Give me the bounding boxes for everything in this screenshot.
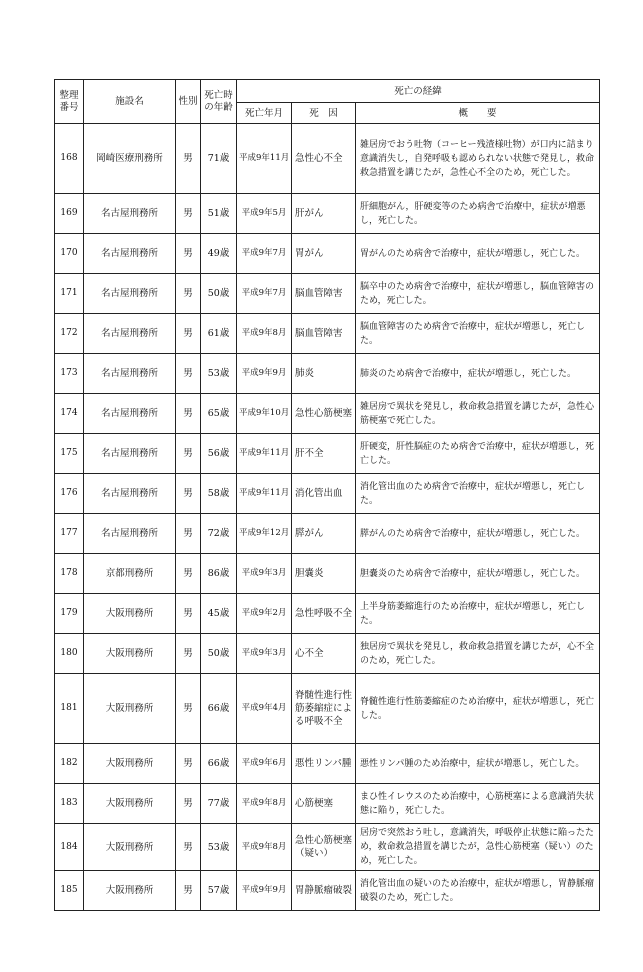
cell-summary: 悪性リンパ腫のため治療中，症状が増悪し，死亡した。 bbox=[356, 744, 600, 784]
cell-age: 53歳 bbox=[201, 354, 237, 394]
cell-facility: 名古屋刑務所 bbox=[84, 514, 176, 554]
cell-date: 平成9年6月 bbox=[237, 744, 292, 784]
cell-date: 平成9年4月 bbox=[237, 674, 292, 744]
cell-summary: 雑居房で異状を発見し，救命救急措置を講じたが，急性心筋梗塞で死亡した。 bbox=[356, 394, 600, 434]
header-circumstances: 死亡の経緯 bbox=[237, 80, 600, 103]
cell-date: 平成9年8月 bbox=[237, 824, 292, 871]
table-row bbox=[55, 634, 600, 674]
header-summary: 概 要 bbox=[356, 103, 600, 124]
cell-summary: 消化管出血のため病舎で治療中，症状が増悪し，死亡した。 bbox=[356, 474, 600, 514]
cell-facility: 大阪刑務所 bbox=[84, 784, 176, 824]
cell-no: 175 bbox=[55, 434, 84, 474]
table-row bbox=[55, 744, 600, 784]
cell-facility: 大阪刑務所 bbox=[84, 634, 176, 674]
cell-date: 平成9年11月 bbox=[237, 474, 292, 514]
cell-age: 51歳 bbox=[201, 194, 237, 234]
cell-age: 65歳 bbox=[201, 394, 237, 434]
table-row bbox=[55, 194, 600, 234]
cell-summary: まひ性イレウスのため治療中，心筋梗塞による意識消失状態に陥り，死亡した。 bbox=[356, 784, 600, 824]
cell-sex: 男 bbox=[176, 394, 201, 434]
cell-age: 49歳 bbox=[201, 234, 237, 274]
cell-cause: 脊髄性進行性筋萎縮症による呼吸不全 bbox=[292, 674, 356, 744]
cell-age: 77歳 bbox=[201, 784, 237, 824]
cell-facility: 大阪刑務所 bbox=[84, 871, 176, 911]
table-row bbox=[55, 274, 600, 314]
cell-sex: 男 bbox=[176, 554, 201, 594]
cell-age: 86歳 bbox=[201, 554, 237, 594]
cell-no: 176 bbox=[55, 474, 84, 514]
cell-no: 180 bbox=[55, 634, 84, 674]
cell-cause: 肺炎 bbox=[292, 354, 356, 394]
cell-age: 53歳 bbox=[201, 824, 237, 871]
table-row bbox=[55, 474, 600, 514]
cell-no: 179 bbox=[55, 594, 84, 634]
cell-no: 169 bbox=[55, 194, 84, 234]
cell-date: 平成9年9月 bbox=[237, 354, 292, 394]
cell-sex: 男 bbox=[176, 274, 201, 314]
cell-summary: 居房で突然おう吐し，意識消失，呼吸停止状態に陥ったため，救命救急措置を講じたが，急性心筋梗塞（疑い）のため，死亡した。 bbox=[356, 824, 600, 871]
cell-facility: 名古屋刑務所 bbox=[84, 274, 176, 314]
cell-no: 168 bbox=[55, 124, 84, 194]
table-row bbox=[55, 594, 600, 634]
cell-age: 72歳 bbox=[201, 514, 237, 554]
cell-cause: 悪性リンパ腫 bbox=[292, 744, 356, 784]
cell-date: 平成9年8月 bbox=[237, 314, 292, 354]
cell-date: 平成9年3月 bbox=[237, 554, 292, 594]
cell-summary: 雑居房でおう吐物（コーヒー残渣様吐物）が口内に詰まり意識消失し，自発呼吸も認められない状態で発見し，救命救急措置を講じたが，急性心不全のため，死亡した。 bbox=[356, 124, 600, 194]
cell-sex: 男 bbox=[176, 784, 201, 824]
cell-cause: 急性心不全 bbox=[292, 124, 356, 194]
cell-facility: 大阪刑務所 bbox=[84, 744, 176, 784]
cell-facility: 名古屋刑務所 bbox=[84, 354, 176, 394]
cell-summary: 胆嚢炎のため病舎で治療中，症状が増悪し，死亡した。 bbox=[356, 554, 600, 594]
cell-facility: 名古屋刑務所 bbox=[84, 434, 176, 474]
cell-sex: 男 bbox=[176, 354, 201, 394]
cell-facility: 大阪刑務所 bbox=[84, 674, 176, 744]
cell-cause: 脳血管障害 bbox=[292, 274, 356, 314]
cell-summary: 膵がんのため病舎で治療中，症状が増悪し，死亡した。 bbox=[356, 514, 600, 554]
cell-sex: 男 bbox=[176, 824, 201, 871]
header-sex: 性別 bbox=[176, 80, 201, 124]
cell-date: 平成9年11月 bbox=[237, 124, 292, 194]
cell-cause: 胆嚢炎 bbox=[292, 554, 356, 594]
table-body bbox=[55, 124, 600, 911]
cell-sex: 男 bbox=[176, 474, 201, 514]
cell-summary: 脳卒中のため病舎で治療中，症状が増悪し，脳血管障害のため，死亡した。 bbox=[356, 274, 600, 314]
cell-date: 平成9年3月 bbox=[237, 634, 292, 674]
cell-cause: 肝がん bbox=[292, 194, 356, 234]
table-row bbox=[55, 824, 600, 871]
cell-facility: 名古屋刑務所 bbox=[84, 194, 176, 234]
cell-age: 56歳 bbox=[201, 434, 237, 474]
cell-sex: 男 bbox=[176, 434, 201, 474]
table-row bbox=[55, 434, 600, 474]
cell-date: 平成9年5月 bbox=[237, 194, 292, 234]
cell-summary: 独居房で異状を発見し，救命救急措置を講じたが，心不全のため，死亡した。 bbox=[356, 634, 600, 674]
cell-no: 174 bbox=[55, 394, 84, 434]
cell-no: 181 bbox=[55, 674, 84, 744]
cell-facility: 大阪刑務所 bbox=[84, 594, 176, 634]
cell-age: 71歳 bbox=[201, 124, 237, 194]
cell-facility: 大阪刑務所 bbox=[84, 824, 176, 871]
cell-age: 45歳 bbox=[201, 594, 237, 634]
cell-no: 171 bbox=[55, 274, 84, 314]
cell-no: 173 bbox=[55, 354, 84, 394]
cell-age: 66歳 bbox=[201, 744, 237, 784]
cell-summary: 肝硬変，肝性脳症のため病舎で治療中，症状が増悪し，死亡した。 bbox=[356, 434, 600, 474]
cell-sex: 男 bbox=[176, 871, 201, 911]
cell-sex: 男 bbox=[176, 594, 201, 634]
cell-no: 172 bbox=[55, 314, 84, 354]
cell-sex: 男 bbox=[176, 314, 201, 354]
cell-date: 平成9年7月 bbox=[237, 234, 292, 274]
cell-cause: 心筋梗塞 bbox=[292, 784, 356, 824]
cell-date: 平成9年8月 bbox=[237, 784, 292, 824]
cell-age: 50歳 bbox=[201, 634, 237, 674]
cell-sex: 男 bbox=[176, 194, 201, 234]
cell-facility: 京都刑務所 bbox=[84, 554, 176, 594]
cell-no: 185 bbox=[55, 871, 84, 911]
cell-facility: 名古屋刑務所 bbox=[84, 394, 176, 434]
cell-sex: 男 bbox=[176, 514, 201, 554]
header-no: 整理番号 bbox=[55, 80, 84, 124]
table-row bbox=[55, 354, 600, 394]
cell-age: 50歳 bbox=[201, 274, 237, 314]
cell-cause: 心不全 bbox=[292, 634, 356, 674]
cell-cause: 胃静脈瘤破裂 bbox=[292, 871, 356, 911]
cell-summary: 上半身筋萎縮進行のため治療中，症状が増悪し，死亡した。 bbox=[356, 594, 600, 634]
cell-age: 61歳 bbox=[201, 314, 237, 354]
cell-no: 184 bbox=[55, 824, 84, 871]
cell-facility: 名古屋刑務所 bbox=[84, 474, 176, 514]
table-row bbox=[55, 674, 600, 744]
cell-sex: 男 bbox=[176, 234, 201, 274]
cell-summary: 肝細胞がん，肝硬変等のため病舎で治療中，症状が増悪し，死亡した。 bbox=[356, 194, 600, 234]
header-age: 死亡時の年齢 bbox=[201, 80, 237, 124]
death-records-table bbox=[54, 79, 600, 911]
cell-cause: 膵がん bbox=[292, 514, 356, 554]
cell-date: 平成9年7月 bbox=[237, 274, 292, 314]
cell-date: 平成9年2月 bbox=[237, 594, 292, 634]
cell-cause: 急性呼吸不全 bbox=[292, 594, 356, 634]
table-row bbox=[55, 554, 600, 594]
cell-cause: 消化管出血 bbox=[292, 474, 356, 514]
cell-summary: 消化管出血の疑いのため治療中，症状が増悪し，胃静脈瘤破裂のため，死亡した。 bbox=[356, 871, 600, 911]
cell-cause: 脳血管障害 bbox=[292, 314, 356, 354]
cell-sex: 男 bbox=[176, 634, 201, 674]
cell-sex: 男 bbox=[176, 124, 201, 194]
cell-no: 178 bbox=[55, 554, 84, 594]
cell-no: 177 bbox=[55, 514, 84, 554]
cell-summary: 肺炎のため病舎で治療中，症状が増悪し，死亡した。 bbox=[356, 354, 600, 394]
cell-date: 平成9年9月 bbox=[237, 871, 292, 911]
cell-cause: 肝不全 bbox=[292, 434, 356, 474]
table-row bbox=[55, 314, 600, 354]
cell-age: 66歳 bbox=[201, 674, 237, 744]
cell-sex: 男 bbox=[176, 674, 201, 744]
table-header bbox=[55, 80, 600, 124]
cell-no: 183 bbox=[55, 784, 84, 824]
cell-no: 182 bbox=[55, 744, 84, 784]
header-cause: 死 因 bbox=[292, 103, 356, 124]
cell-age: 58歳 bbox=[201, 474, 237, 514]
cell-summary: 胃がんのため病舎で治療中，症状が増悪し，死亡した。 bbox=[356, 234, 600, 274]
cell-facility: 名古屋刑務所 bbox=[84, 234, 176, 274]
cell-cause: 胃がん bbox=[292, 234, 356, 274]
cell-date: 平成9年12月 bbox=[237, 514, 292, 554]
table-row bbox=[55, 784, 600, 824]
cell-date: 平成9年10月 bbox=[237, 394, 292, 434]
cell-sex: 男 bbox=[176, 744, 201, 784]
cell-cause: 急性心筋梗塞（疑い） bbox=[292, 824, 356, 871]
header-facility: 施設名 bbox=[84, 80, 176, 124]
cell-age: 57歳 bbox=[201, 871, 237, 911]
cell-facility: 名古屋刑務所 bbox=[84, 314, 176, 354]
cell-summary: 脳血管障害のため病舎で治療中，症状が増悪し，死亡した。 bbox=[356, 314, 600, 354]
cell-no: 170 bbox=[55, 234, 84, 274]
table-row bbox=[55, 871, 600, 911]
table-row bbox=[55, 124, 600, 194]
table-row bbox=[55, 514, 600, 554]
cell-date: 平成9年11月 bbox=[237, 434, 292, 474]
cell-facility: 岡崎医療刑務所 bbox=[84, 124, 176, 194]
table-row bbox=[55, 394, 600, 434]
cell-cause: 急性心筋梗塞 bbox=[292, 394, 356, 434]
cell-summary: 脊髄性進行性筋萎縮症のため治療中，症状が増悪し，死亡した。 bbox=[356, 674, 600, 744]
header-date: 死亡年月 bbox=[237, 103, 292, 124]
table-row bbox=[55, 234, 600, 274]
